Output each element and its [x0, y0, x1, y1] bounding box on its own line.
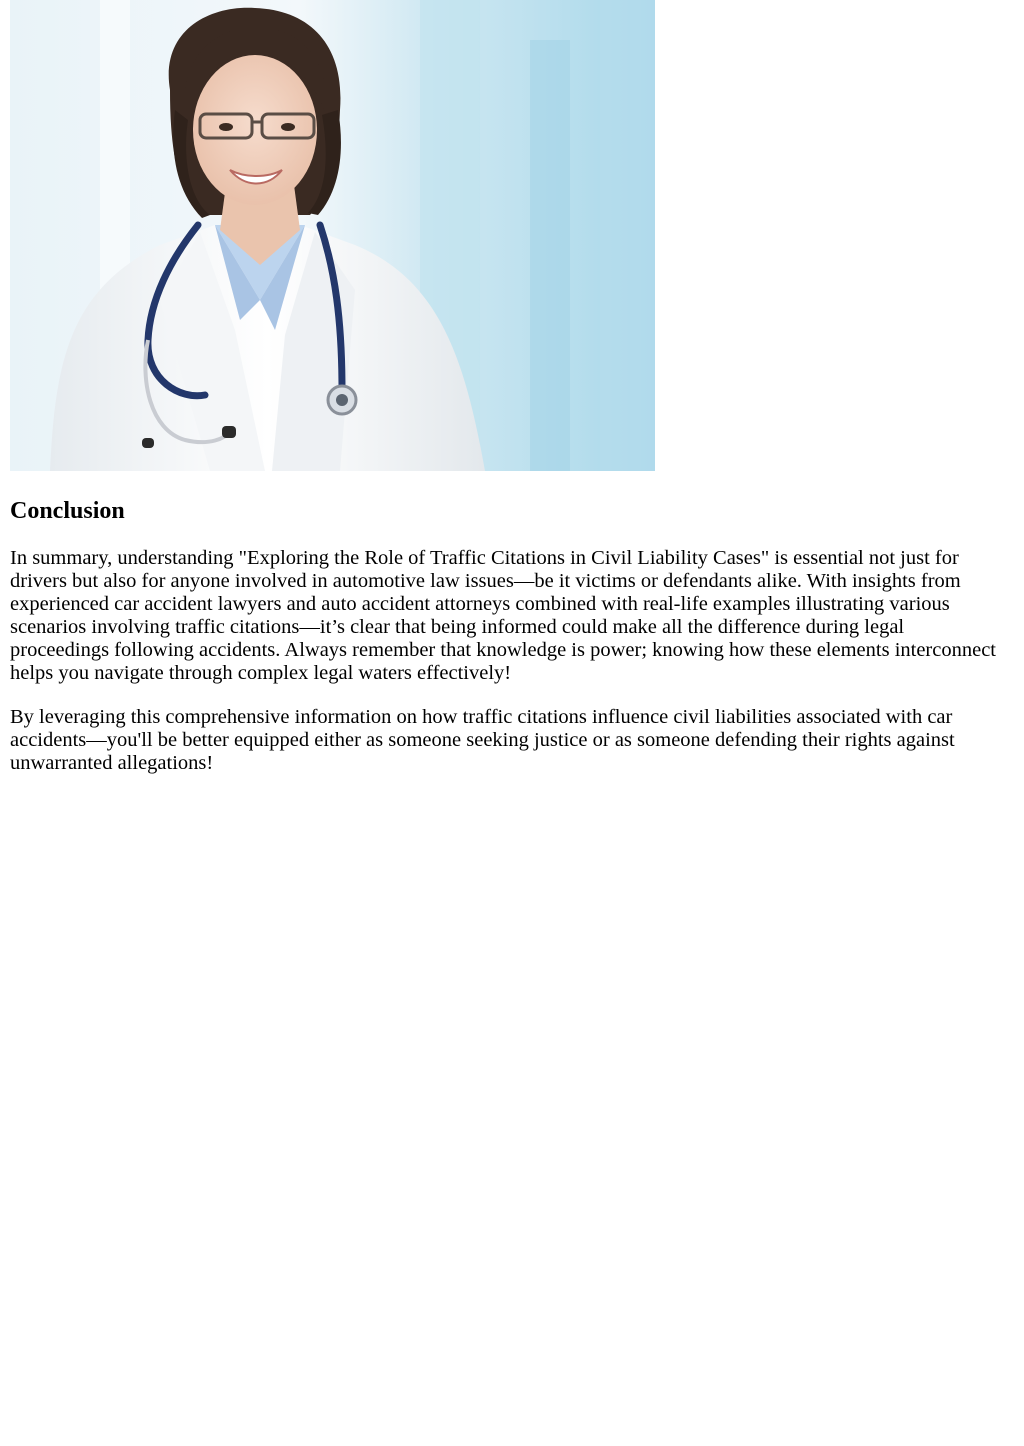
section-heading: Conclusion: [10, 498, 125, 524]
conclusion-paragraph-1: In summary, understanding "Exploring the Role of Traffic Citations in Civil Liability Cases" is essential not just for drivers but also for anyone involved in automotive law issues—be it victims or defendants alike. With insights from experienced car accident lawyers and auto accident attorneys combined with real-life examples illustrating various scenarios involving traffic citations—it’s clear that being informed could make all the difference during legal proceedings following accidents. Always remember that knowledge is power; knowing how these elements interconnect helps you navigate through complex legal waters effectively!: [10, 547, 997, 684]
article-page: [10, 0, 1004, 775]
doctor-photo: [10, 0, 655, 471]
conclusion-paragraph-2: By leveraging this comprehensive information on how traffic citations influence civil liabilities associated with car accidents—you'll be better equipped either as someone seeking justice or as someone defending their rights against unwarranted allegations!: [10, 706, 955, 774]
doctor-illustration: [10, 0, 655, 471]
